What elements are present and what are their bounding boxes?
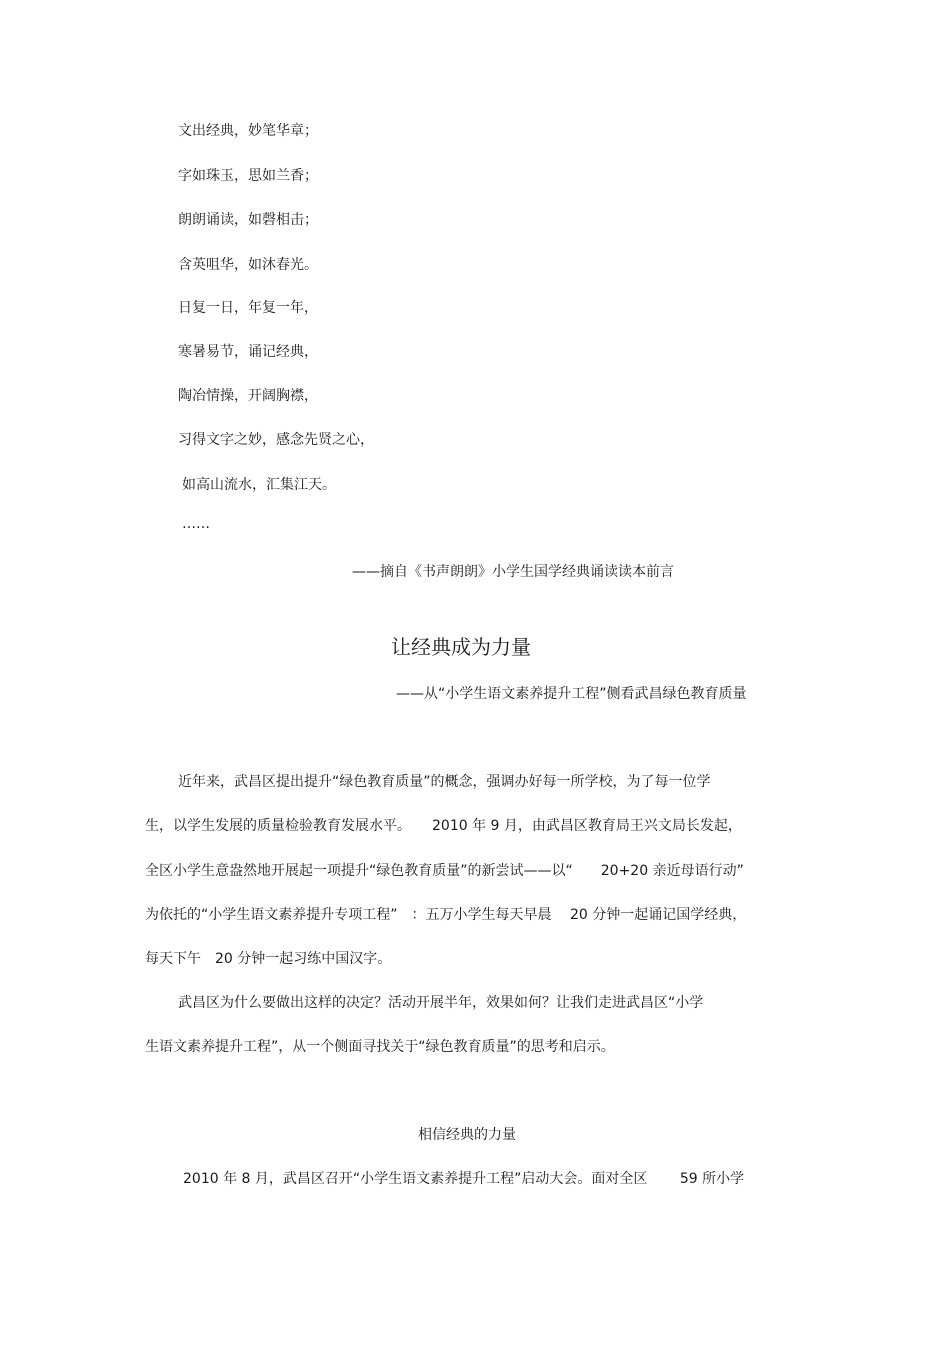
poem-ellipsis: ……: [182, 516, 210, 532]
paragraph-line: 为依托的“小学生语文素养提升专项工程” ：五万小学生每天早晨 20 分钟一起诵记国学经典，: [145, 907, 747, 923]
poem-line: 陶冶情操，开阔胸襟，: [178, 388, 318, 404]
poem-line: 日复一日，年复一年，: [178, 300, 318, 316]
paragraph-line: 2010 年 8 月，武昌区召开“小学生语文素养提升工程”启动大会。面对全区 59 所小学: [183, 1171, 745, 1187]
poem-line: 含英咀华，如沐春光。: [178, 257, 318, 273]
paragraph-line: 生语文素养提升工程”，从一个侧面寻找关于“绿色教育质量”的思考和启示。: [145, 1039, 615, 1055]
paragraph-line: 每天下午 20 分钟一起习练中国汉字。: [145, 951, 392, 967]
poem-line: 字如珠玉，思如兰香；: [178, 168, 318, 184]
poem-line: 文出经典，妙笔华章；: [178, 123, 318, 139]
poem-attribution: ——摘自《书声朗朗》小学生国学经典诵读读本前言: [352, 564, 674, 580]
paragraph-line: 武昌区为什么要做出这样的决定？活动开展半年，效果如何？让我们走进武昌区“小学: [178, 995, 704, 1011]
paragraph-line: 生，以学生发展的质量检验教育发展水平。 2010 年 9 月，由武昌区教育局王兴文局长发起，: [145, 818, 742, 834]
article-title: 让经典成为力量: [391, 635, 531, 659]
poem-line: 寒暑易节，诵记经典，: [178, 344, 318, 360]
poem-line: 习得文字之妙，感念先贤之心，: [178, 432, 374, 448]
section-heading: 相信经典的力量: [418, 1127, 516, 1143]
paragraph-line: 近年来，武昌区提出提升“绿色教育质量”的概念，强调办好每一所学校，为了每一位学: [178, 774, 711, 790]
poem-line: 如高山流水，汇集江天。: [182, 477, 336, 493]
article-subtitle: ——从“小学生语文素养提升工程”侧看武昌绿色教育质量: [396, 686, 747, 702]
paragraph-line: 全区小学生意盎然地开展起一项提升“绿色教育质量”的新尝试——以“ 20+20 亲近母语行动”: [145, 863, 744, 879]
poem-line: 朗朗诵读，如磬相击；: [178, 212, 318, 228]
